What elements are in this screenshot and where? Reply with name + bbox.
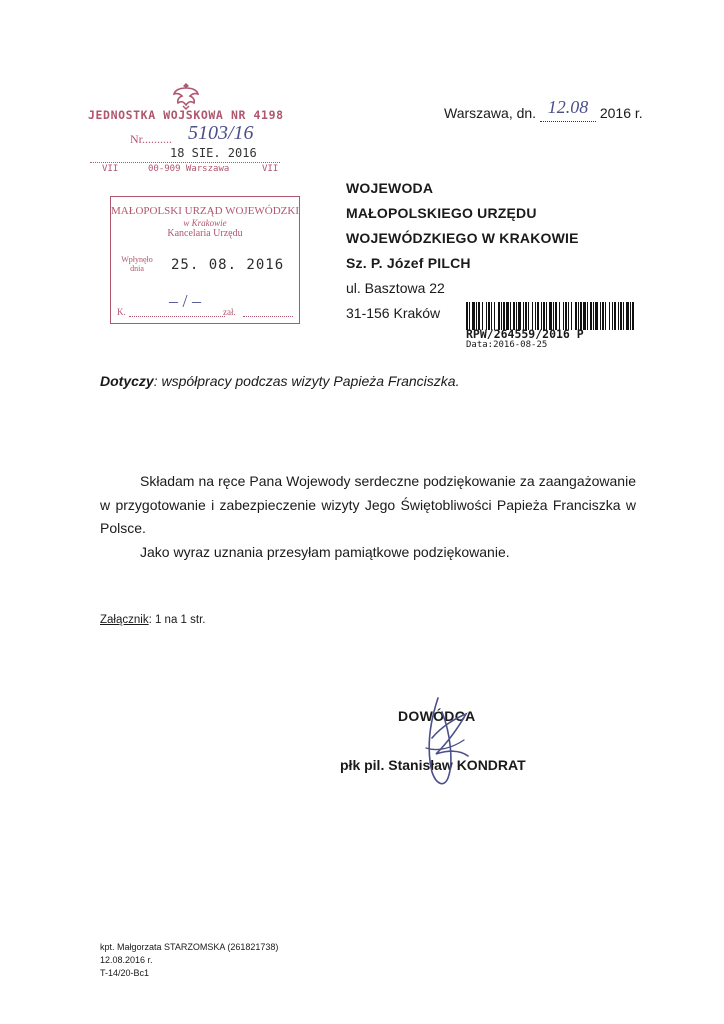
office-name: MAŁOPOLSKI URZĄD WOJEWÓDZKI [111, 205, 300, 217]
body-paragraph: Składam na ręce Pana Wojewody serdeczne podziękowanie za zaangażowanie w przygotowanie i zabezpieczenie wizyty Jego Świętobliwości Papieża Franciszka w Polsce. [100, 473, 636, 536]
date-handwritten: 12.08 [547, 97, 589, 117]
subject-text: : współpracy podczas wizyty Papieża Franciszka. [153, 373, 460, 389]
handwritten-mark: – / – [169, 291, 202, 311]
nr-label: Nr.......... [130, 132, 172, 146]
barcode-code: RPW/264559/2016 P [466, 327, 584, 341]
recipient-line: MAŁOPOLSKIEGO URZĘDU [346, 205, 537, 221]
unit-mark-right: VII [262, 164, 279, 174]
letter-body [100, 470, 636, 564]
subject-line [100, 373, 459, 389]
signature-title: DOWÓDCA [398, 708, 476, 724]
unit-stamp-date: 18 SIE. 2016 [170, 146, 257, 160]
zal-dotted-line [243, 316, 293, 317]
attachment-text: : 1 na 1 str. [148, 614, 206, 626]
handwritten-signature-icon [408, 692, 478, 792]
recipient-line: WOJEWODA [346, 180, 434, 196]
k-label: K. [117, 307, 126, 317]
recipient-street: ul. Basztowa 22 [346, 280, 445, 296]
unit-mark-left: VII [102, 164, 119, 174]
unit-name: JEDNOSTKA WOJSKOWA NR 4198 [88, 108, 284, 122]
body-paragraph: Jako wyraz uznania przesyłam pamiątkowe podziękowanie. [140, 543, 510, 560]
stamp-divider [90, 162, 280, 163]
recipient-line: WOJEWÓDZKIEGO W KRAKOWIE [346, 230, 579, 246]
date-suffix: 2016 r. [599, 105, 643, 121]
footer-ref: T-14/20-Bc1 [100, 968, 150, 978]
footer-date: 12.08.2016 r. [100, 955, 153, 965]
date-field [540, 97, 596, 122]
barcode-icon [466, 302, 638, 330]
barcode-date: Data:2016-08-25 [466, 340, 548, 350]
unit-stamp [88, 78, 288, 178]
date-prefix: Warszawa, dn. [444, 105, 537, 121]
signature-name: płk pil. Stanisław KONDRAT [340, 757, 526, 773]
attachment-label: Załącznik [100, 614, 149, 626]
footer-block [100, 941, 278, 980]
recipient-name: Sz. P. Józef PILCH [346, 255, 471, 271]
unit-address: 00-909 Warszawa [148, 164, 230, 174]
office-city: w Krakowie [183, 218, 227, 228]
recipient-city: 31-156 Kraków [346, 305, 441, 321]
k-dotted-line [129, 316, 225, 317]
date-line [444, 97, 643, 122]
registry-number-handwritten: 5103/16 [188, 122, 254, 144]
eagle-emblem-icon [172, 80, 200, 110]
barcode-label [466, 329, 584, 351]
received-label: Wpłynęło dnia [121, 255, 153, 273]
attachment-line [100, 614, 205, 626]
office-received-stamp [110, 196, 300, 324]
subject-label: Dotyczy [100, 373, 154, 389]
office-department: Kancelaria Urzędu [167, 228, 243, 239]
footer-author: kpt. Małgorzata STARZOMSKA (261821738) [100, 942, 279, 952]
received-date: 25. 08. 2016 [171, 257, 285, 273]
zal-label: zał. [223, 307, 236, 317]
